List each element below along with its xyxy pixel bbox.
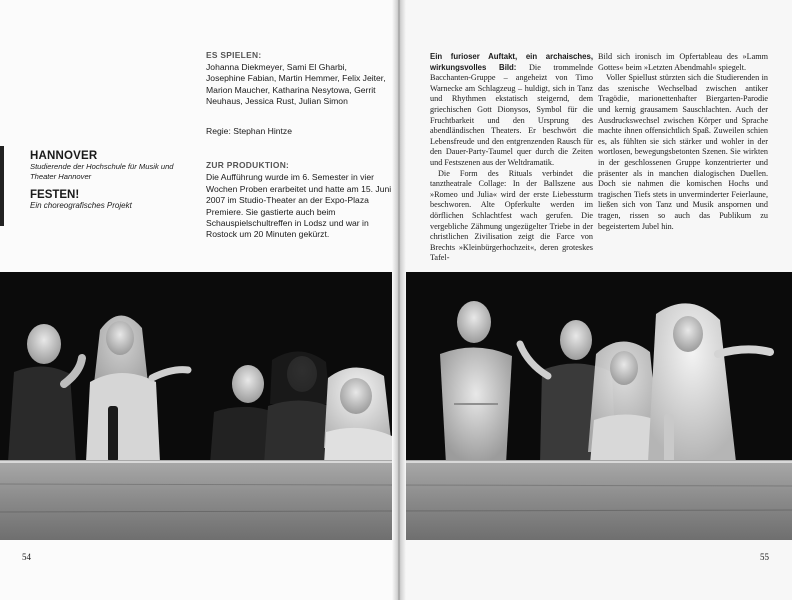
page-number-right: 55 — [760, 552, 769, 562]
production-section — [206, 160, 392, 241]
page-number-left: 54 — [22, 552, 31, 562]
school-name: Studierende der Hochschule für Musik und Theater Hannover — [30, 162, 174, 181]
cast-label: ES SPIELEN: — [206, 50, 262, 60]
production-text: Die Aufführung wurde im 6. Semester in vier Wochen Proben erarbeitet und hatte am 15. Juni 2007 im Studio-Theater an der Expo-Plaza Premiere. Sie gastierte auch beim Schauspielschultreffen in Lodsz und war in Rostock um 20 Minuten gekürzt. — [206, 172, 392, 240]
director-credit: Regie: Stephan Hintze — [206, 126, 292, 136]
wine-bottle-right — [664, 414, 674, 464]
paragraph-3: Bild sich ironisch im Opfertableau des »Lamm Gottes« beim »Letzten Abendmahl« spiegelt. — [598, 52, 768, 72]
production-subtitle: Ein choreografisches Projekt — [30, 201, 132, 211]
article-column-1 — [430, 52, 593, 264]
city-heading: HANNOVER — [30, 150, 98, 162]
cast-list: Johanna Diekmeyer, Sami El Gharbi, Josephine Fabian, Martin Hemmer, Felix Jeiter, Marion Maucher, Katharina Nesytowa, Gerrit Neuhaus, Jessica Rust, Julian Simon — [206, 61, 386, 107]
lead-sentence: Ein furioser Auftakt, ein archaisches, wirkungsvolles Bild: — [430, 52, 593, 72]
paragraph-2: Die Form des Rituals verbindet die tanztheatrale Collage: In der Ballszene aus »Romeo und Julia« wird der erste Liebessturm beschworen. Alte Opferkulte werden im dörflichen Schlachtfest wach gerufen. Die vergebliche Zähmung ungezügelter Triebe in der christlichen Zivilisation zeigt die Farce von Brechts »Kleinbürgerhochzeit«, deren groteskes Tafel- — [430, 168, 593, 263]
article-column-2 — [598, 52, 768, 232]
production-title: FESTEN! — [30, 189, 80, 202]
figure-blonde-woman — [324, 367, 392, 464]
production-label: ZUR PRODUKTION: — [206, 160, 290, 170]
paragraph-4: Voller Spiellust stürzten sich die Studierenden in das szenische Wechselbad zwischen antiker Tragödie, marionettenhafter Biergarten-Parodie und kernig grausamem Sauschlachten. Auch der Ausdruckswechsel zwischen Körper und Sprache machte ihnen offensichtlich Spaß. Zuweilen schien es, als fühlten sie sich stärker und wohler in der wortlosen, bewegungsbetonten Szenen. Sie wirkten in der geschlossenen Gruppe konzentrierter und präsenter als in manchen dialogischen Duellen. Doch sie nahmen die komischen Hochs und tragischen Tiefs stets in unverminderter Feierlaune, ließen sich von Tanz und Musik anspornen und tragen, rissen so auch das Publikum zu begeistertem Jubel hin. — [598, 73, 768, 231]
production-header — [0, 146, 188, 210]
cast-section — [206, 50, 386, 108]
book-gutter — [392, 0, 406, 600]
paragraph-1: Die trommelnde Bacchanten-Gruppe – angeheizt von Timo Warnecke am Schlagzeug – huldigt, sich in Tanz und Rhythmen ekstatisch steigernd, dem griechischen Gott Dionysos, Symbol für die Fruchtbarkeit und den Ursprung des abendländischen Theaters. Er beschwört die Lebensfreude und den entgrenzenden Rausch für den Dauer-Party-Taumel quer durch die Zeiten und Festszenen aus der Weltdramatik. — [430, 62, 593, 167]
wine-bottle-left — [108, 406, 118, 462]
